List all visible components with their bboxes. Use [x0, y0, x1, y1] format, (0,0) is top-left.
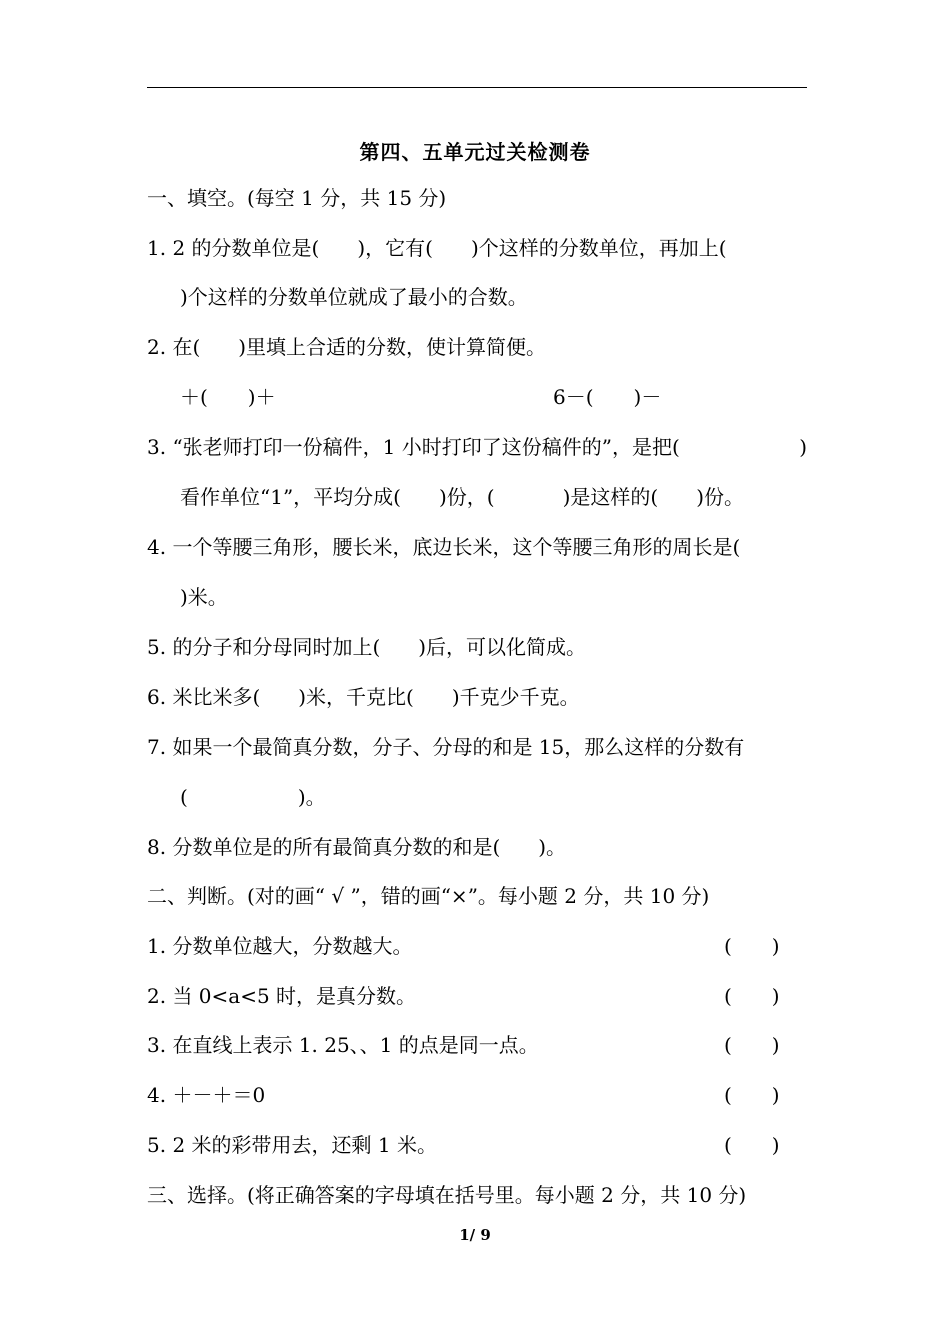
answer-paren: ( ) [724, 934, 780, 958]
judge-item: 2. 当 0<a<5 时，是真分数。 ( ) [147, 984, 780, 1008]
question-7-line-2: ( )。 [180, 785, 326, 809]
judge-item: 4. ＋－＋＝0 ( ) [147, 1083, 780, 1107]
question-2-equation-right [553, 384, 807, 410]
judge-item: 5. 2 米的彩带用去，还剩 1 米。 ( ) [147, 1133, 780, 1157]
equation-right: 6－( )－ [553, 385, 662, 409]
page-title: 第四、五单元过关检测卷 [359, 140, 591, 164]
judge-item: 3. 在直线上表示 1. 25、、1 的点是同一点。 ( ) [147, 1033, 780, 1057]
section-heading: 一、填空。(每空 1 分，共 15 分) [147, 186, 447, 210]
question-6: 6. 米比米多( )米，千克比( )千克少千克。 [147, 685, 580, 709]
answer-paren: ( ) [724, 1033, 780, 1057]
answer-paren: ( ) [724, 1083, 780, 1107]
question-4-line-2: )米。 [180, 585, 228, 609]
section-heading: 三、选择。(将正确答案的字母填在括号里。每小题 2 分，共 10 分) [147, 1183, 747, 1207]
page-number: 1/ 9 [459, 1226, 491, 1244]
answer-paren: ( ) [724, 1133, 780, 1157]
section-heading: 二、判断。(对的画“ √ ”，错的画“×”。每小题 2 分，共 10 分) [147, 884, 710, 908]
question-3-line-1: 3. “张老师打印一份稿件，1 小时打印了这份稿件的”，是把( ) [147, 435, 807, 459]
equation-left: ＋( )＋ [180, 385, 276, 409]
question-3-line-2: 看作单位“1”，平均分成( )份，( )是这样的( )份。 [180, 485, 745, 509]
question-1-line-2: )个这样的分数单位就成了最小的合数。 [180, 285, 528, 309]
question-8: 8. 分数单位是的所有最简真分数的和是( )。 [147, 835, 567, 859]
judge-item: 1. 分数单位越大，分数越大。 ( ) [147, 934, 780, 958]
header-rule [147, 87, 807, 88]
question-1-line-1: 1. 2 的分数单位是( )，它有( )个这样的分数单位，再加上( [147, 236, 727, 260]
question-7-line-1: 7. 如果一个最简真分数，分子、分母的和是 15，那么这样的分数有 [147, 735, 745, 759]
question-4-line-1: 4. 一个等腰三角形，腰长米，底边长米，这个等腰三角形的周长是( [147, 535, 741, 559]
question-2: 2. 在( )里填上合适的分数，使计算简便。 [147, 335, 547, 359]
answer-paren: ( ) [724, 984, 780, 1008]
question-5: 5. 的分子和分母同时加上( )后，可以化简成。 [147, 635, 587, 659]
